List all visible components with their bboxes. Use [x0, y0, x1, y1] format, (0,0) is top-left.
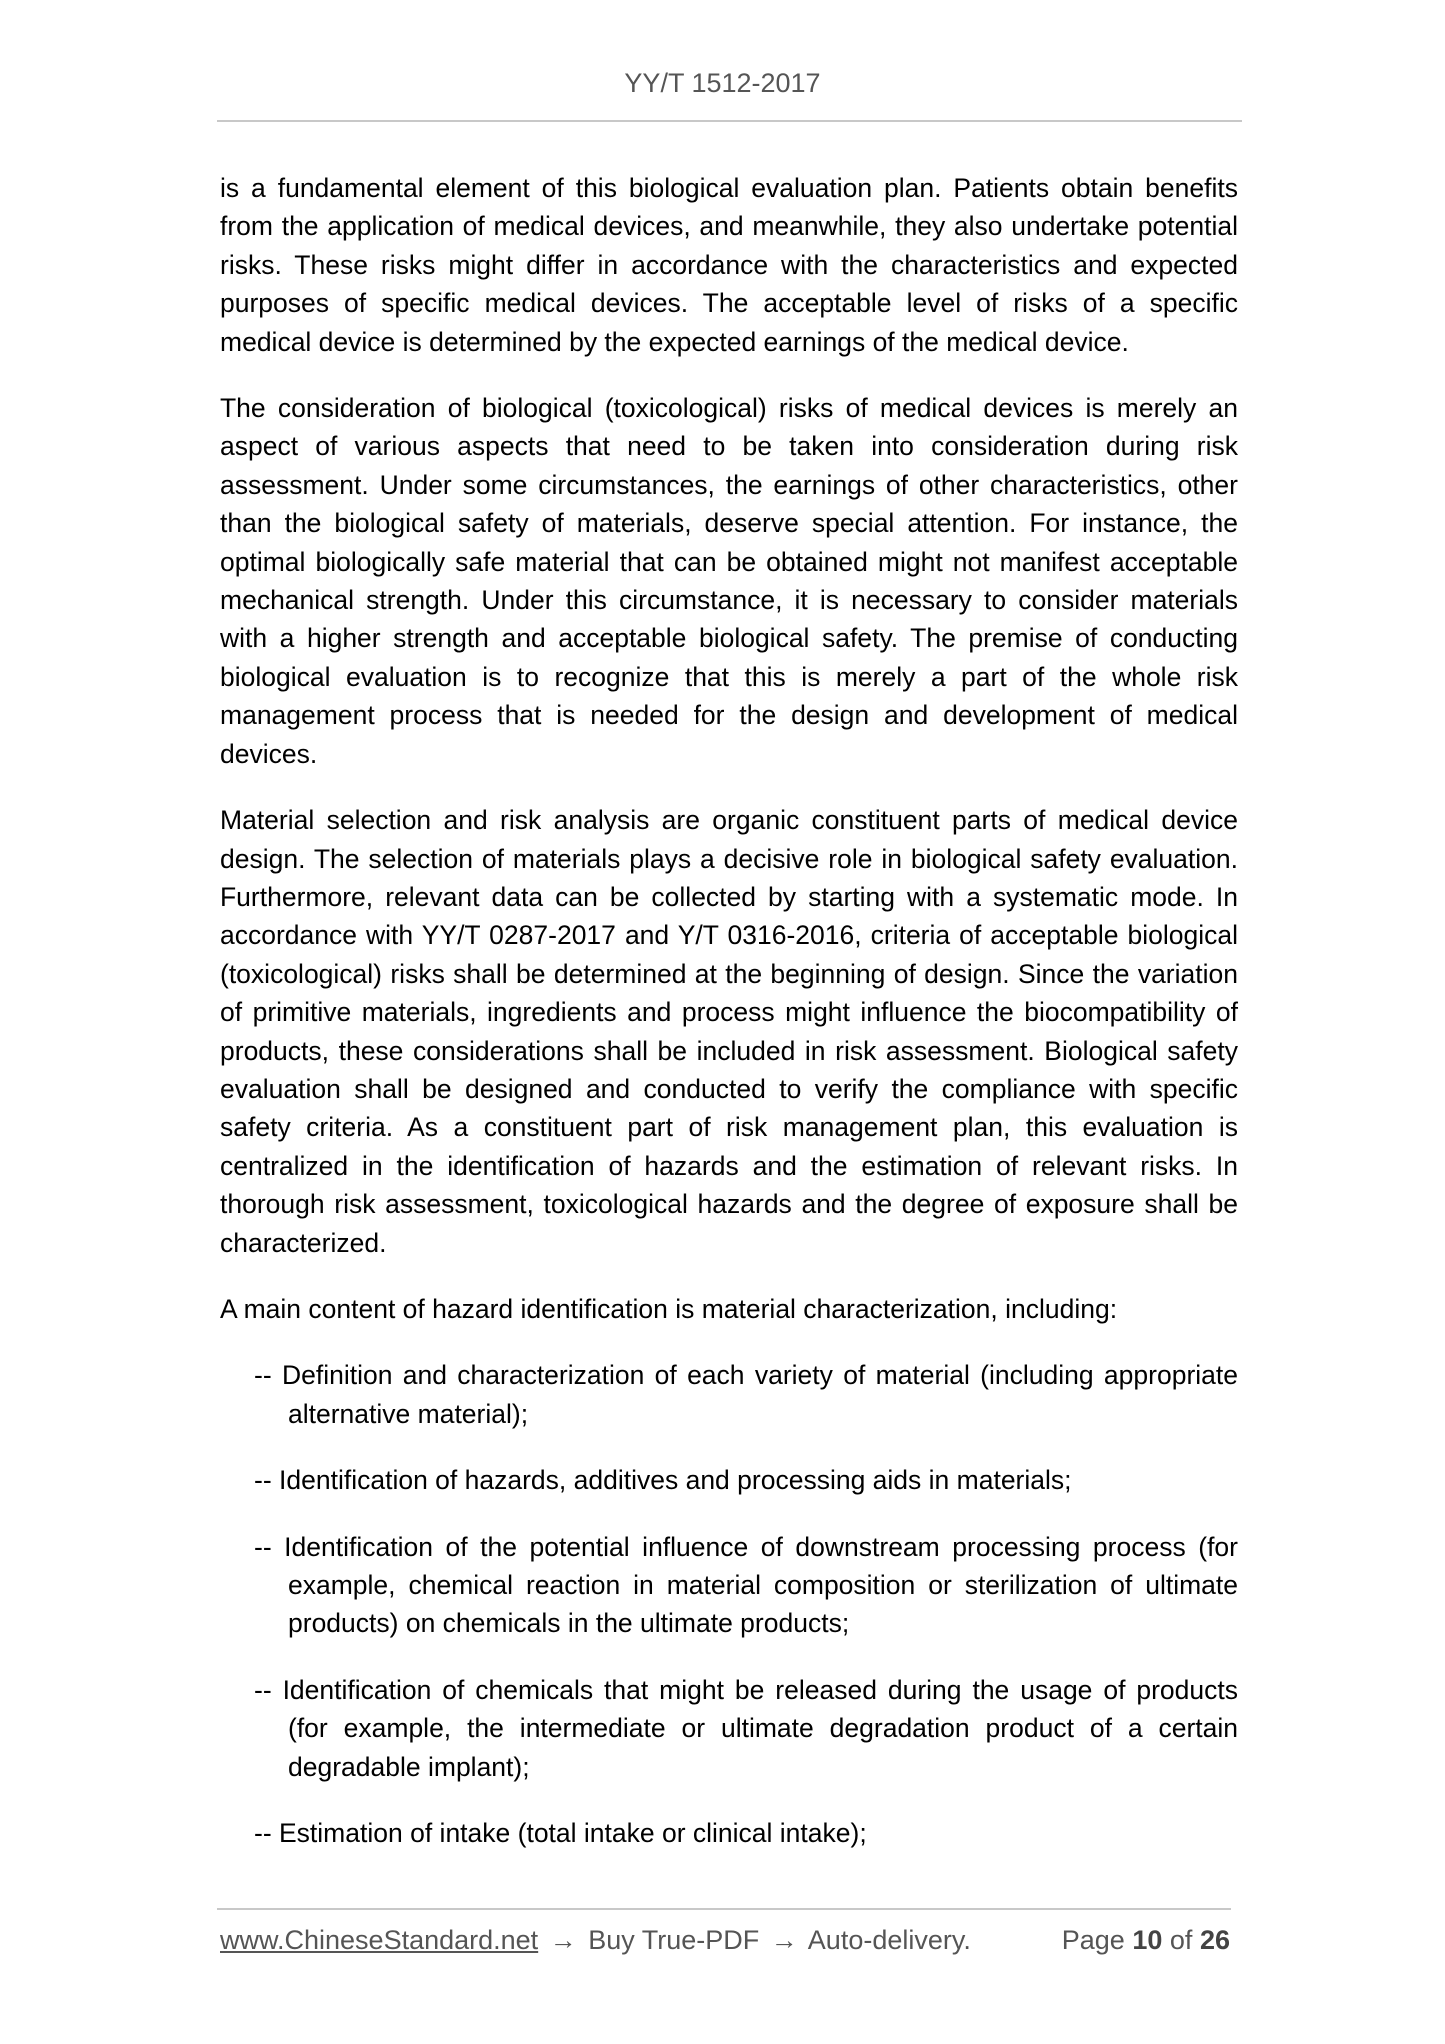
list-item: -- Estimation of intake (total intake or clinical intake);: [254, 1818, 867, 1849]
body-paragraph: is a fundamental element of this biological evaluation plan. Patients obtain benefits from the application of medical devices, and meanwhile, they also undertake potential risks. These risks might differ in accordance with the characteristics and expected purposes of specific medical devices. The acceptable level of risks of a specific medical device is determined by the expected earnings of the medical device.: [220, 173, 1238, 357]
document-code-header: YY/T 1512-2017: [624, 68, 821, 98]
buy-pdf-text: Buy True-PDF: [588, 1925, 760, 1955]
website-link[interactable]: www.ChineseStandard.net: [220, 1925, 539, 1955]
footer-promo: [220, 1925, 971, 1956]
list-item: -- Identification of chemicals that might be released during the usage of products (for example, the intermediate or ultimate degradation product of a certain degradable implant);: [254, 1674, 1238, 1782]
arrow-right-icon: →: [770, 1925, 798, 1955]
page-body: [220, 169, 1238, 1880]
page-label: Page: [1061, 1925, 1125, 1955]
list-item: -- Identification of hazards, additives and processing aids in materials;: [254, 1465, 1072, 1496]
list-intro-paragraph: A main content of hazard identification is material characterization, including:: [220, 1293, 1118, 1324]
hazard-identification-list: [220, 1356, 1238, 1852]
of-label: of: [1169, 1925, 1193, 1955]
total-pages: 26: [1199, 1925, 1230, 1955]
body-paragraph: Material selection and risk analysis are organic constituent parts of medical device design. The selection of materials plays a decisive role in biological safety evaluation. Furthermore, relevant data can be collected by starting with a systematic mode. In accordance with YY/T 0287-2017 and Y/T 0316-2016, criteria of acceptable biological (toxicological) risks shall be determined at the beginning of design. Since the variation of primitive materials, ingredients and process might influence the biocompatibility of products, these considerations shall be included in risk assessment. Biological safety evaluation shall be designed and conducted to verify the compliance with specific safety criteria. As a constituent part of risk management plan, this evaluation is centralized in the identification of hazards and the estimation of relevant risks. In thorough risk assessment, toxicological hazards and the degree of exposure shall be characterized.: [220, 805, 1238, 1258]
arrow-right-icon: →: [549, 1925, 577, 1955]
page-number: 10: [1132, 1925, 1163, 1955]
auto-delivery-text: Auto-delivery.: [807, 1925, 971, 1955]
page-footer: [220, 1925, 1230, 1965]
footer-divider: [217, 1908, 1231, 1910]
header-divider: [217, 120, 1242, 122]
body-paragraph: The consideration of biological (toxicological) risks of medical devices is merely an aspect of various aspects that need to be taken into consideration during risk assessment. Under some circumstances, the earnings of other characteristics, other than the biological safety of materials, deserve special attention. For instance, the optimal biologically safe material that can be obtained might not manifest acceptable mechanical strength. Under this circumstance, it is necessary to consider materials with a higher strength and acceptable biological safety. The premise of conducting biological evaluation is to recognize that this is merely a part of the whole risk management process that is needed for the design and development of medical devices.: [220, 393, 1238, 769]
list-item: -- Definition and characterization of each variety of material (including appropriate alternative material);: [254, 1360, 1238, 1429]
list-item: -- Identification of the potential influence of downstream processing process (for example, chemical reaction in material composition or sterilization of ultimate products) on chemicals in the ultimate products;: [254, 1531, 1238, 1639]
page-indicator: [1062, 1925, 1230, 1956]
